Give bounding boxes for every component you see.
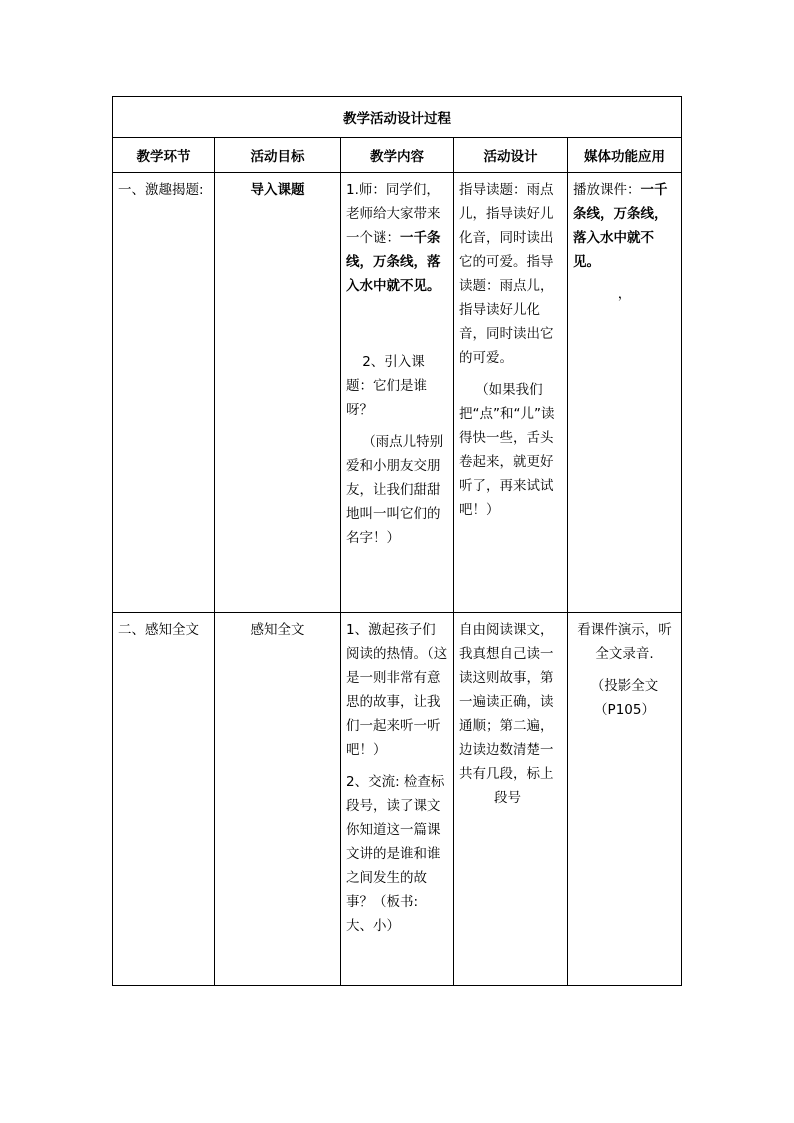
row1-stage: 一、激趣揭题: <box>118 182 204 198</box>
row2-stage: 二、感知全文 <box>118 622 199 638</box>
row2-media-p1: 看课件演示，听全文录音. <box>577 622 672 662</box>
row2-content-p1: 1、激起孩子们阅读的热情。（这是一则非常有意思的故事，让我们一起来听一听吧！） <box>346 622 448 758</box>
row1-content <box>341 173 453 550</box>
row1-content-cell <box>341 173 454 613</box>
row1-media <box>568 173 681 306</box>
header-media: 媒体功能应用 <box>568 138 682 173</box>
row2-design-p1-end: 段号 <box>494 790 521 806</box>
row1-goal: 导入课题 <box>250 182 305 198</box>
table-row <box>113 613 682 986</box>
table-row <box>113 173 682 613</box>
table-header-row <box>113 138 682 173</box>
row1-stage-cell <box>113 173 215 613</box>
row2-content-cell <box>341 613 454 986</box>
row1-design-cell <box>454 173 568 613</box>
row1-media-plain: 播放课件： <box>573 182 641 198</box>
row2-goal: 感知全文 <box>250 622 305 638</box>
row1-content-p2: 2、引入课题：它们是谁呀？ <box>346 354 427 418</box>
row1-design-p2: （如果我们把“点”和“儿”读得快一些，舌头卷起来，就更好听了，再来试试吧！） <box>459 382 555 518</box>
table-title: 教学活动设计过程 <box>113 97 682 138</box>
row1-content-p1 <box>346 178 448 298</box>
row2-content <box>341 613 453 938</box>
row1-content-p3: （雨点儿特别爱和小朋友交朋友，让我们甜甜地叫一叫它们的名字！） <box>346 434 444 546</box>
row2-design-cell <box>454 613 568 986</box>
row2-design <box>454 613 567 810</box>
table-title-row <box>113 97 682 138</box>
row1-media-riddle: 一千条线，万条线，落入水中就不见。 <box>573 182 668 270</box>
header-design: 活动设计 <box>454 138 568 173</box>
row2-content-p2: 2、交流: 检查标段号，读了课文你知道这一篇课文讲的是谁和谁之间发生的故事？（板书: 大、小） <box>346 774 445 934</box>
row2-media <box>568 613 681 722</box>
row1-content-p1-riddle: 一千条线，万条线，落入水中就不见。 <box>346 230 441 294</box>
header-goal: 活动目标 <box>215 138 341 173</box>
row2-goal-cell <box>215 613 341 986</box>
header-stage: 教学环节 <box>113 138 215 173</box>
row1-goal-cell <box>215 173 341 613</box>
row2-media-cell <box>568 613 682 986</box>
row2-design-p1: 自由阅读课文，我真想自己读一读这则故事，第一遍读正确，读通顺；第二遍，边读边数清楚一共有几段，标上 <box>459 622 554 782</box>
row1-design-p1: 指导读题：雨点儿，指导读好儿化音，同时读出它的可爱。指导读题：雨点儿，指导读好儿化音，同时读出它的可爱。 <box>459 182 554 366</box>
row1-design <box>454 173 567 522</box>
lesson-plan-table <box>112 96 682 986</box>
header-content: 教学内容 <box>341 138 454 173</box>
row2-stage-cell <box>113 613 215 986</box>
row1-content-p1-plain: 1.师：同学们，老师给大家带来一个谜： <box>346 182 441 246</box>
row1-media-mark: ， <box>617 286 632 302</box>
row2-media-p2: （投影全文（P105） <box>590 678 659 718</box>
row1-media-cell <box>568 173 682 613</box>
